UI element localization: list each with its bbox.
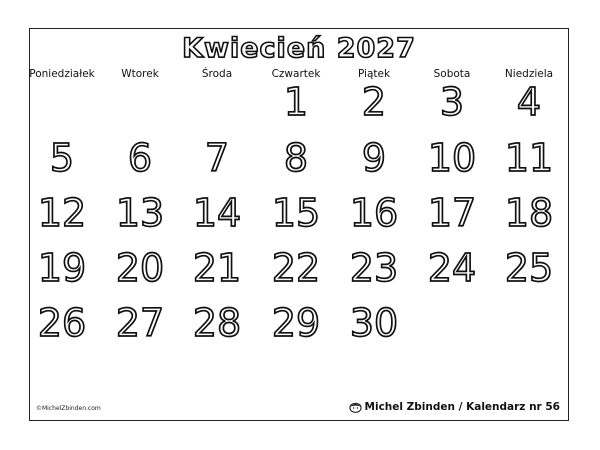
day-cell: 22	[271, 246, 321, 290]
weekday-sunday: Niedziela	[504, 68, 554, 80]
day-cell: 7	[204, 136, 230, 180]
weekday-friday: Piątek	[357, 68, 391, 80]
author-credit-label: Michel Zbinden / Kalendarz nr 56	[364, 401, 560, 413]
day-cell: 28	[192, 301, 242, 345]
weekday-saturday: Sobota	[433, 68, 471, 80]
day-cell: 26	[37, 301, 87, 345]
day-cell: 9	[361, 136, 387, 180]
day-cell: 3	[439, 80, 465, 124]
day-cell: 11	[504, 136, 554, 180]
day-cell: 12	[37, 191, 87, 235]
author-credit	[349, 401, 560, 413]
day-cell: 16	[349, 191, 399, 235]
day-cell: 18	[504, 191, 554, 235]
day-cell: 29	[271, 301, 321, 345]
day-cell: 15	[271, 191, 321, 235]
day-cell: 13	[115, 191, 165, 235]
weekday-monday: Poniedziałek	[29, 68, 95, 80]
day-cell: 27	[115, 301, 165, 345]
calendar-title: Kwiecień 2027	[182, 33, 416, 64]
day-cell: 23	[349, 246, 399, 290]
day-cell: 24	[427, 246, 477, 290]
weekday-tuesday: Wtorek	[121, 68, 159, 80]
day-cell: 1	[283, 80, 309, 124]
day-cell: 4	[516, 80, 542, 124]
weekday-thursday: Czwartek	[271, 68, 321, 80]
weekday-wednesday: Środa	[201, 68, 233, 80]
day-cell: 19	[37, 246, 87, 290]
site-copyright: ©MichelZbinden.com	[36, 405, 101, 412]
day-cell: 21	[192, 246, 242, 290]
day-cell: 8	[283, 136, 309, 180]
day-cell: 25	[504, 246, 554, 290]
day-cell: 17	[427, 191, 477, 235]
day-cell: 30	[349, 301, 399, 345]
day-cell: 2	[361, 80, 387, 124]
day-cell: 14	[192, 191, 242, 235]
day-cell: 5	[49, 136, 75, 180]
calendar-page	[29, 28, 569, 421]
day-cell: 10	[427, 136, 477, 180]
day-cell: 6	[127, 136, 153, 180]
face-icon	[349, 402, 362, 413]
day-cell: 20	[115, 246, 165, 290]
